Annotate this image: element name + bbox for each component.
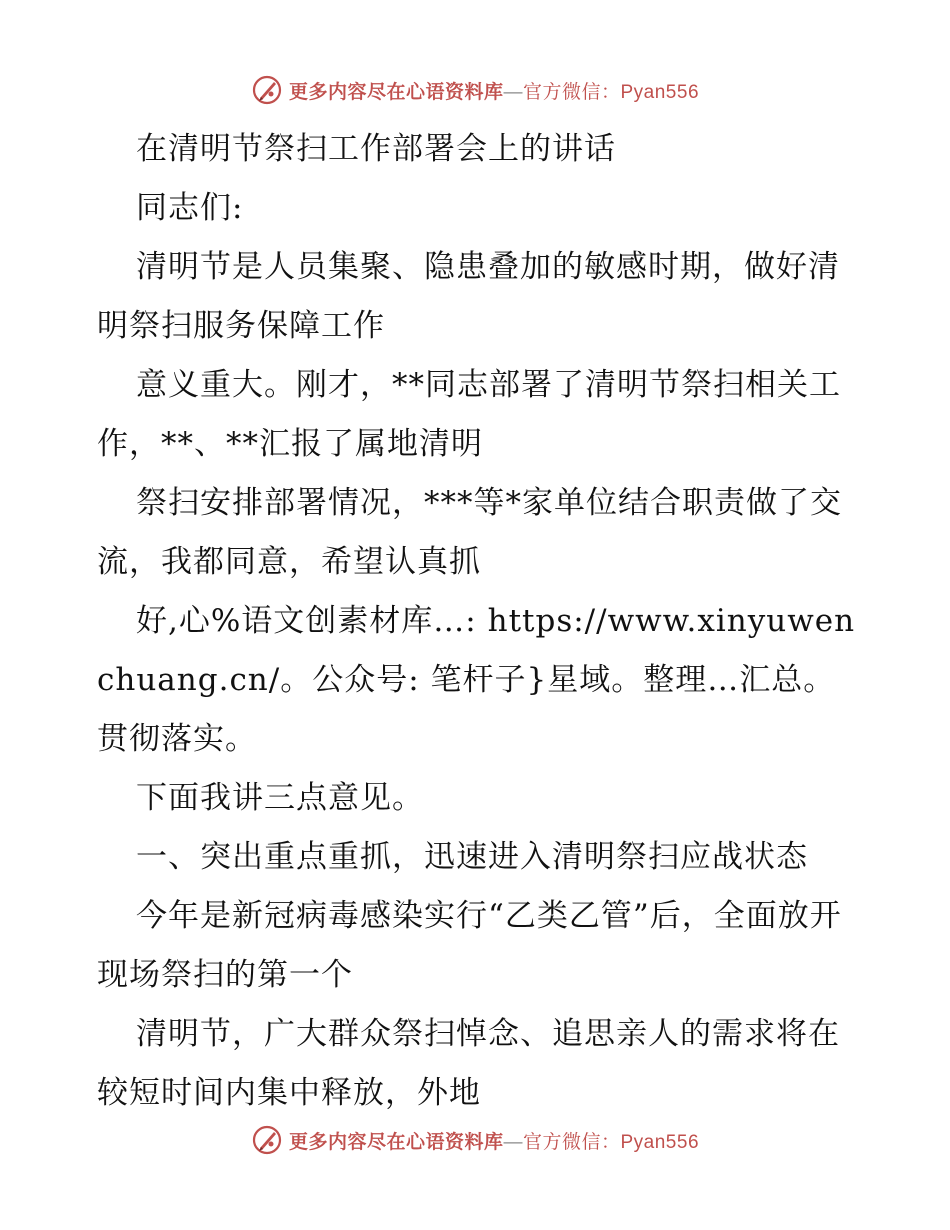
banner-text	[289, 77, 699, 104]
footer-watermark-banner	[0, 1120, 950, 1160]
banner-wechat-id: Pyan556	[620, 1131, 700, 1153]
banner-content	[251, 74, 699, 106]
quill-pen-logo-icon	[251, 74, 283, 106]
banner-dash: —	[503, 81, 523, 103]
document-title: 在清明节祭扫工作部署会上的讲话	[136, 131, 616, 167]
body-paragraph: 清明节，广大群众祭扫悼念、追思亲人的需求将在较短时间内集中释放，外地	[97, 1016, 840, 1111]
banner-content	[251, 1124, 699, 1156]
banner-dash: —	[503, 1131, 523, 1153]
banner-text	[289, 1127, 699, 1154]
body-paragraph: 意义重大。刚才，**同志部署了清明节祭扫相关工作，**、**汇报了属地清明	[97, 367, 841, 462]
body-paragraph: 祭扫安排部署情况，***等*家单位结合职责做了交流，我都同意，希望认真抓	[97, 485, 842, 580]
section-heading: 一、突出重点重抓，迅速进入清明祭扫应战状态	[136, 839, 808, 875]
salutation: 同志们:	[136, 190, 244, 226]
body-paragraph: 今年是新冠病毒感染实行“乙类乙管”后，全面放开现场祭扫的第一个	[97, 898, 842, 993]
body-paragraph-watermark: 好,心%语文创素材库…: https://www.xinyuwenchuang.cn/。公众号: 笔杆子}星域。整理…汇总。贯彻落实。	[97, 603, 856, 757]
banner-label: 官方微信：	[522, 1131, 621, 1153]
banner-main-text: 更多内容尽在心语资料库	[288, 81, 504, 103]
banner-main-text: 更多内容尽在心语资料库	[288, 1131, 504, 1153]
banner-wechat-id: Pyan556	[620, 81, 700, 103]
header-watermark-banner	[0, 70, 950, 110]
document-body	[97, 120, 857, 1123]
body-paragraph: 下面我讲三点意见。	[136, 780, 424, 816]
quill-pen-logo-icon	[251, 1124, 283, 1156]
body-paragraph: 清明节是人员集聚、隐患叠加的敏感时期，做好清明祭扫服务保障工作	[97, 249, 840, 344]
banner-label: 官方微信：	[522, 81, 621, 103]
